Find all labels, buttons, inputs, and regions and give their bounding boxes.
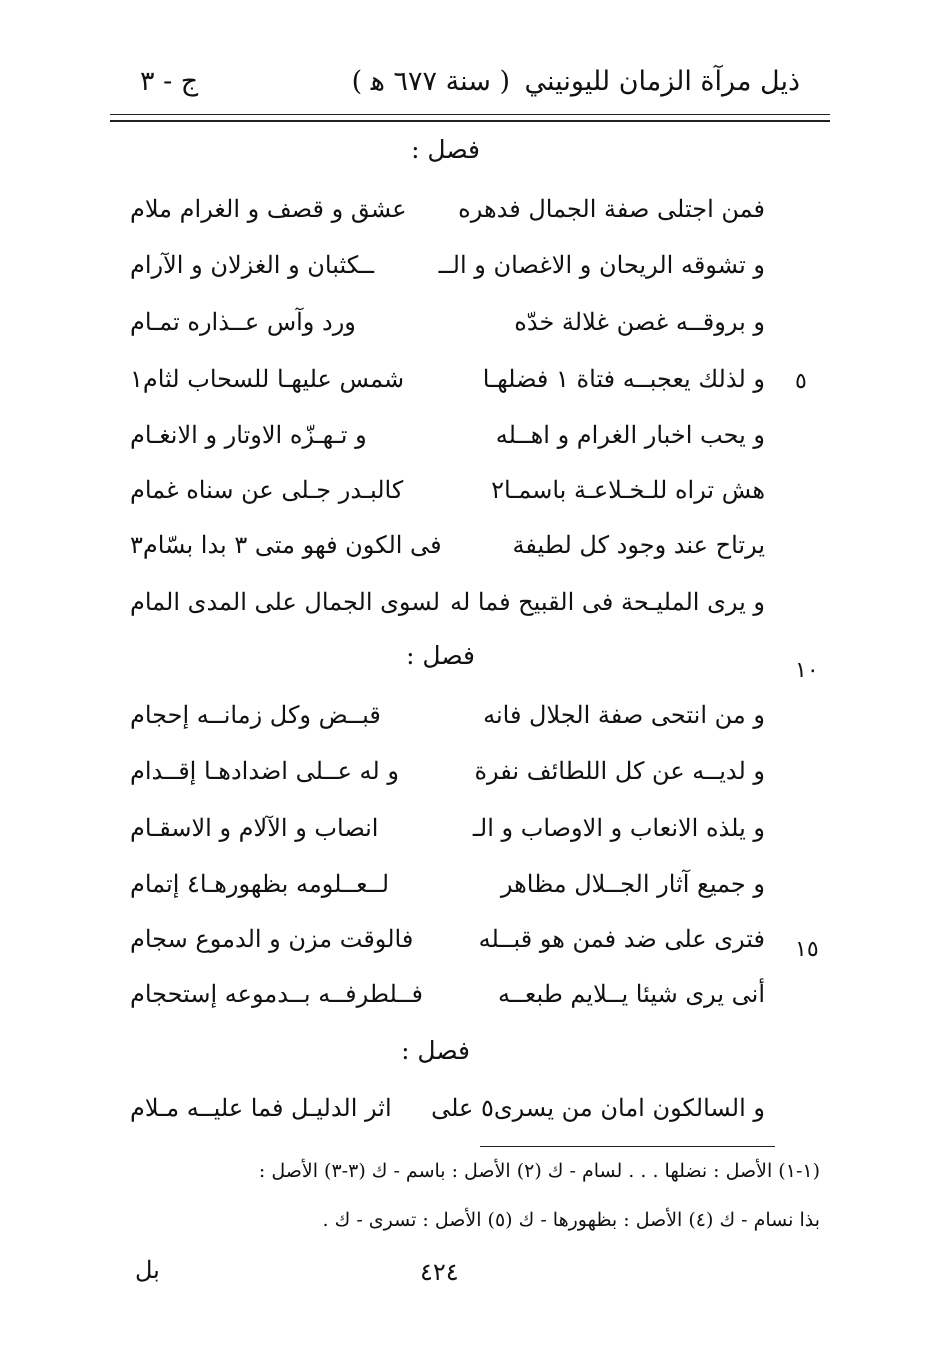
section-heading: فصل :	[411, 135, 480, 164]
verse-second-hemistich: عشق و قصف و الغرام ملام	[130, 195, 407, 223]
verse-second-hemistich: انصاب و الآلام و الاسقـام	[130, 814, 379, 842]
verse-line	[130, 300, 765, 344]
verse-second-hemistich: ــكثبان و الغزلان و الآرام	[130, 251, 375, 279]
verse-line	[130, 917, 765, 961]
verse-line	[130, 749, 765, 793]
line-number: ١٠	[795, 658, 819, 683]
verse-second-hemistich: كالبـدر جـلى عن سناه غمام	[130, 476, 404, 504]
verse-line	[130, 357, 765, 401]
verse-second-hemistich: و له عــلى اضدادهـا إقــدام	[130, 757, 399, 785]
section-heading: فصل :	[401, 1036, 470, 1065]
verse-first-hemistich: و لذلك يعجبــه فتاة ١ فضلهـا	[482, 365, 765, 393]
header-year: ( سنة ٦٧٧ ﻫ )	[351, 66, 510, 97]
verse-second-hemistich: فالوقت مزن و الدموع سجام	[130, 925, 414, 953]
verse-first-hemistich: و لديــه عن كل اللطائف نفرة	[474, 757, 765, 785]
footnote-line: (١-١) الأصل : نضلها . . . لسام - ك (٢) الأصل : باسم - ك (٣-٣) الأصل :	[258, 1160, 820, 1182]
verse-second-hemistich: ورد وآس عــذاره تمـام	[130, 308, 356, 336]
verse-line	[130, 413, 765, 457]
verse-second-hemistich: فــلطرفــه بــدموعه إستحجام	[130, 980, 424, 1008]
verse-first-hemistich: و يلذه الانعاب و الاوصاب و الـ	[472, 814, 765, 842]
verse-first-hemistich: أنى يرى شيئا يــلايم طبعــه	[497, 980, 765, 1008]
verse-second-hemistich: قبــض وكل زمانــه إحجام	[130, 701, 381, 729]
verse-line	[130, 972, 765, 1016]
verse-first-hemistich: فترى على ضد فمن هو قبــله	[478, 925, 765, 953]
header-book-title: ذيل مرآة الزمان لليونيني	[524, 66, 800, 97]
header-rule-thin	[110, 114, 830, 115]
verse-line	[130, 580, 765, 624]
header-volume: ج - ٣	[140, 66, 199, 97]
verse-first-hemistich: هش تراه للـخـلاعـة باسمـا٢	[491, 476, 765, 504]
line-number: ١٥	[795, 937, 819, 962]
verse-second-hemistich: شمس عليهـا للسحاب لثام١	[130, 365, 405, 393]
verse-second-hemistich: اثر الدليـل فما عليــه مـلام	[130, 1094, 392, 1122]
verse-line	[130, 243, 765, 287]
verse-first-hemistich: و جميع آثار الجــلال مظاهر	[500, 870, 765, 898]
verse-first-hemistich: و من انتحى صفة الجلال فانه	[483, 701, 765, 729]
verse-first-hemistich: فمن اجتلى صفة الجمال فدهره	[458, 195, 765, 223]
verse-line	[130, 523, 765, 567]
verse-second-hemistich: لــعــلومه بظهورهـا٤ إتمام	[130, 870, 390, 898]
signature-mark: بل	[135, 1256, 160, 1284]
verse-line	[130, 187, 765, 231]
line-number: ٥	[795, 369, 807, 394]
verse-line	[130, 862, 765, 906]
page-number: ٤٢٤	[420, 1258, 459, 1286]
footnote-line: بذا نسام - ك (٤) الأصل : بظهورها - ك (٥) الأصل : تسرى - ك .	[322, 1209, 820, 1231]
verse-first-hemistich: و يحب اخبار الغرام و اهــله	[495, 421, 765, 449]
verse-line	[130, 1086, 765, 1130]
section-heading: فصل :	[406, 641, 475, 670]
verse-line	[130, 693, 765, 737]
verse-line	[130, 468, 765, 512]
header-rule-thick	[110, 120, 830, 122]
verse-first-hemistich: و تشوقه الريحان و الاغصان و الــ	[438, 251, 765, 279]
verse-first-hemistich: و يرى المليـحة فى القبيح فما له	[450, 588, 765, 616]
verse-line	[130, 806, 765, 850]
footnote-rule	[480, 1146, 775, 1147]
verse-second-hemistich: فى الكون فهو متى ٣ بدا بسّام٣	[130, 531, 442, 559]
verse-second-hemistich: لسوى الجمال على المدى المام	[130, 588, 441, 616]
verse-first-hemistich: يرتاح عند وجود كل لطيفة	[512, 531, 765, 559]
verse-first-hemistich: و السالكون امان من يسرى٥ على	[431, 1094, 765, 1122]
verse-second-hemistich: و تـهـزّه الاوتار و الانغـام	[130, 421, 367, 449]
verse-first-hemistich: و بروقــه غصن غلالة خدّه	[514, 308, 765, 336]
